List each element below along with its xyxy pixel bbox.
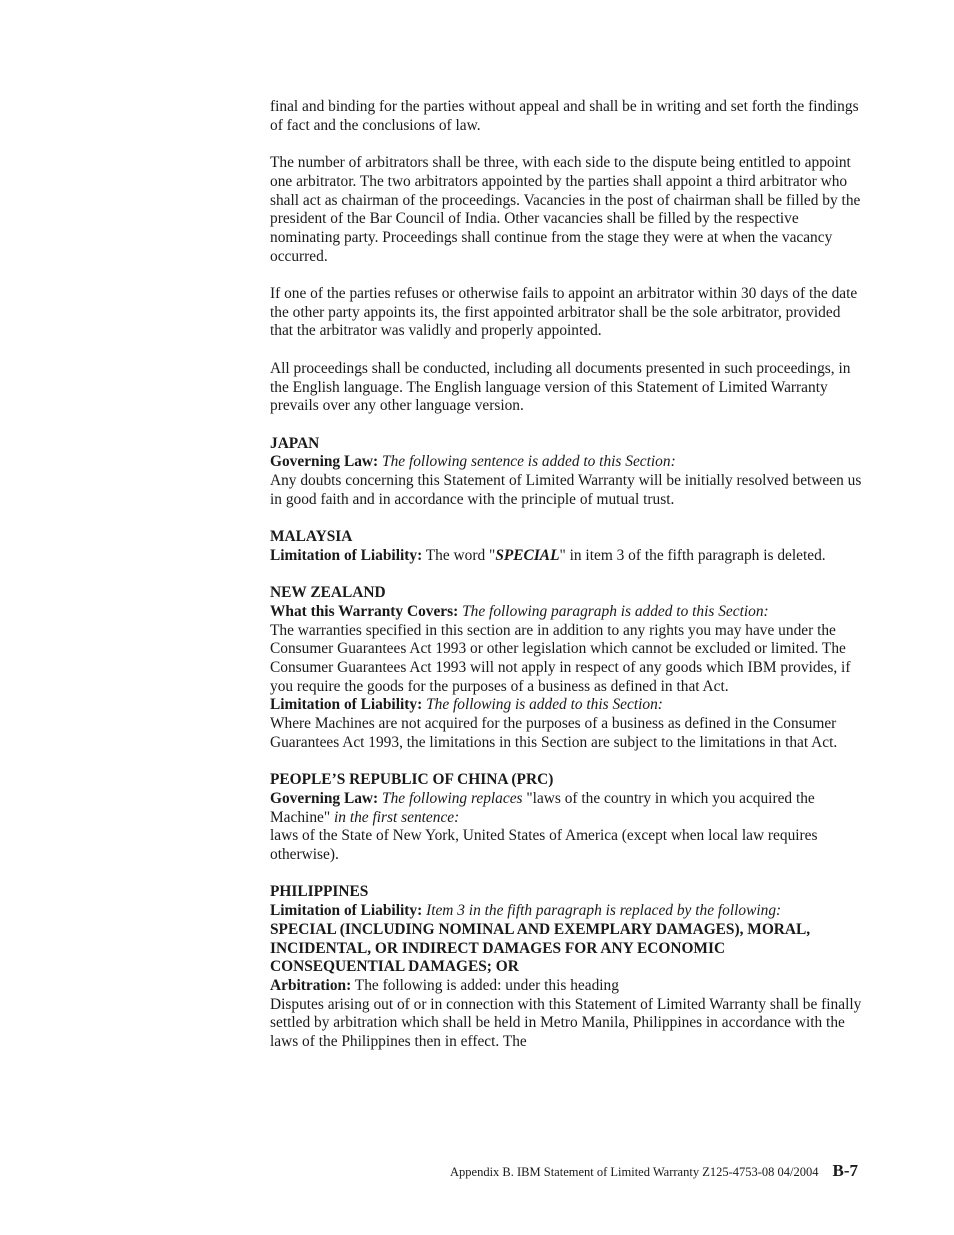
section-malaysia	[270, 528, 866, 565]
body-text: The warranties specified in this section are in addition to any rights you may have under the Consumer Guarantees Act 1993 or other legislation which cannot be excluded or limited. The Consumer Guarantees Act 1993 will not apply in respect of any goods which IBM provides, if you require the goods for the purposes of a business as defined in that Act.	[270, 621, 851, 695]
label-governing-law: Governing Law:	[270, 453, 379, 471]
section-prc	[270, 771, 866, 865]
footer-text: Appendix B. IBM Statement of Limited Warranty Z125-4753-08 04/2004	[450, 1165, 819, 1179]
replacement-text-line: INCIDENTAL, OR INDIRECT DAMAGES FOR ANY ECONOMIC	[270, 939, 726, 957]
body-text: Any doubts concerning this Statement of Limited Warranty will be initially resolved between us in good faith and in accordance with the principle of mutual trust.	[270, 472, 862, 508]
country-heading-philippines: PHILIPPINES	[270, 883, 369, 901]
paragraph-arbitration-award: final and binding for the parties without appeal and shall be in writing and set forth the findings of fact and the conclusions of law.	[270, 98, 859, 134]
country-heading-prc: PEOPLE’S REPUBLIC OF CHINA (PRC)	[270, 771, 554, 789]
paragraph-appointment-failure: If one of the parties refuses or otherwise fails to appoint an arbitrator within 30 days of the date the other party appoints its, the first appointed arbitrator shall be the sole arbitrator, provided that the arbitrator was validly and properly appointed.	[270, 285, 858, 340]
intro-text: in the first sentence:	[334, 808, 460, 826]
country-heading-japan: JAPAN	[270, 434, 320, 452]
page-footer	[450, 1161, 858, 1182]
label-what-this-warranty-covers: What this Warranty Covers:	[270, 602, 459, 620]
replacement-text-line: SPECIAL (INCLUDING NOMINAL AND EXEMPLARY DAMAGES), MORAL,	[270, 920, 811, 938]
intro-text: The following replaces	[382, 789, 523, 807]
label-governing-law: Governing Law:	[270, 789, 379, 807]
intro-text: The following paragraph is added to this Section:	[462, 602, 769, 620]
body-text-end: " in item 3 of the fifth paragraph is deleted.	[559, 546, 826, 564]
body-text: laws of the State of New York, United States of America (except when local law requires otherwise).	[270, 827, 818, 864]
body-text: Disputes arising out of or in connection with this Statement of Limited Warranty shall be finally settled by arbitration which shall be held in Metro Manila, Philippines in accordance with the laws of the Philippines then in effect. The	[270, 995, 862, 1051]
intro-text: The following is added to this Section:	[426, 696, 663, 714]
replacement-text-line: CONSEQUENTIAL DAMAGES; OR	[270, 958, 519, 976]
country-heading-malaysia: MALAYSIA	[270, 528, 353, 546]
label-limitation-of-liability: Limitation of Liability:	[270, 902, 423, 920]
label-limitation-of-liability: Limitation of Liability:	[270, 696, 423, 714]
country-heading-new-zealand: NEW ZEALAND	[270, 584, 386, 602]
paragraph-language: All proceedings shall be conducted, including all documents presented in such proceedings, in the English language. The English language version of this Statement of Limited Warranty prevails over any other language version.	[270, 359, 851, 415]
emphasis-special: SPECIAL	[495, 546, 560, 564]
intro-text: Item 3 in the fifth paragraph is replaced by the following:	[426, 902, 782, 920]
page-number: B-7	[832, 1161, 858, 1180]
section-philippines	[270, 883, 866, 1051]
document-body	[270, 98, 866, 1070]
section-new-zealand	[270, 584, 866, 752]
section-japan	[270, 435, 866, 510]
intro-text: The following sentence is added to this Section:	[382, 453, 676, 471]
body-text-start: The word "	[425, 546, 496, 564]
quoted-text: "laws of the country in which you acquired the Machine"	[270, 789, 815, 826]
label-arbitration: Arbitration:	[270, 976, 352, 994]
body-text: Where Machines are not acquired for the purposes of a business as defined in the Consumer Guarantees Act 1993, the limitations in this Section are subject to the limitations in that Act.	[270, 715, 838, 751]
paragraph-number-of-arbitrators: The number of arbitrators shall be three, with each side to the dispute being entitled to appoint one arbitrator. The two arbitrators appointed by the parties shall appoint a third arbitrator who shall act as chairman of the proceedings. Vacancies in the post of chairman shall be filled by the president of the Bar Council of India. Other vacancies shall be filled by the respective nominating party. Proceedings shall continue from the stage they were at when the vacancy occurred.	[270, 154, 861, 265]
intro-text: The following is added: under this heading	[354, 976, 619, 994]
label-limitation-of-liability: Limitation of Liability:	[270, 546, 423, 564]
